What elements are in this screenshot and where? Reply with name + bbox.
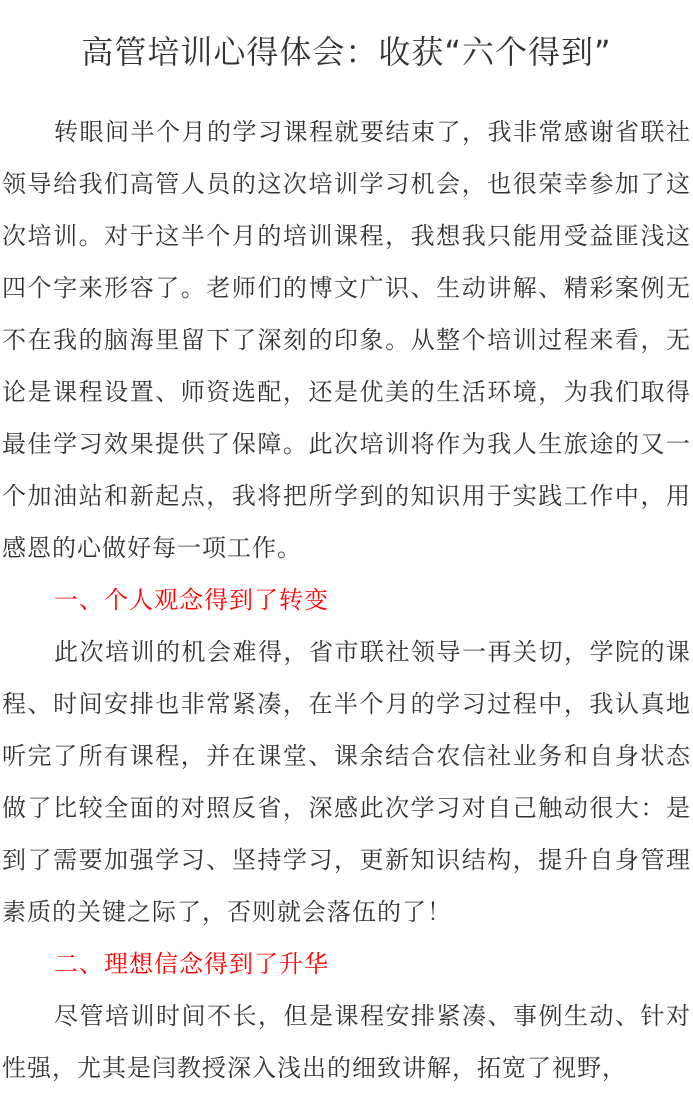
paragraph-section-1: 此次培训的机会难得，省市联社领导一再关切，学院的课程、时间安排也非常紧凑，在半个月的学习过程中，我认真地听完了所有课程，并在课堂、课余结合农信社业务和自身状态做了比较全面的对照反省，深感此次学习对自己触动很大：是到了需要加强学习、坚持学习，更新知识结构，提升自身管理素质的关键之际了，否则就会落伍的了！	[2, 638, 691, 926]
article-body	[2, 106, 691, 1094]
article-title: 高管培训心得体会：收获“六个得到”	[81, 33, 612, 71]
section-heading-1: 一、个人观念得到了转变	[54, 586, 329, 614]
paragraph-intro: 转眼间半个月的学习课程就要结束了，我非常感谢省联社领导给我们高管人员的这次培训学习机会，也很荣幸参加了这次培训。对于这半个月的培训课程，我想我只能用受益匪浅这四个字来形容了。老师们的博文广识、生动讲解、精彩案例无不在我的脑海里留下了深刻的印象。从整个培训过程来看，无论是课程设置、师资选配，还是优美的生活环境，为我们取得最佳学习效果提供了保障。此次培训将作为我人生旅途的又一个加油站和新起点，我将把所学到的知识用于实践工作中，用感恩的心做好每一项工作。	[2, 118, 691, 562]
paragraph-section-2: 尽管培训时间不长，但是课程安排紧凑、事例生动、针对性强，尤其是闫教授深入浅出的细致讲解，拓宽了视野，	[2, 1002, 691, 1082]
section-heading-2: 二、理想信念得到了升华	[54, 950, 329, 978]
